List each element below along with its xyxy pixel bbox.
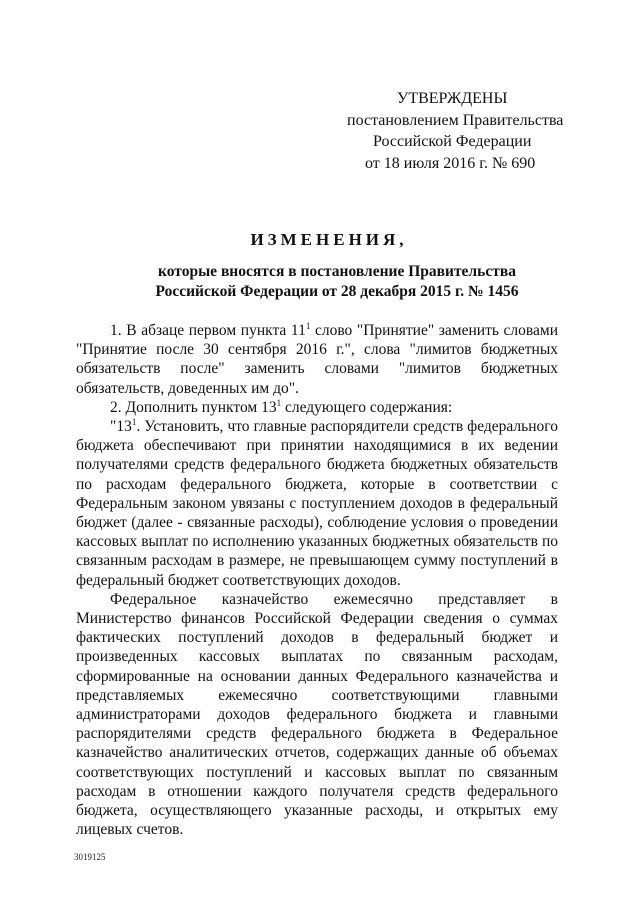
approval-line-1: постановлением Правительства: [347, 111, 564, 129]
document-subtitle: [0, 262, 640, 302]
paragraph-1: [76, 321, 558, 398]
paragraph-2: [76, 398, 558, 417]
paragraph-2-text-b: следующего содержания:: [281, 398, 453, 416]
document-code: 3019125: [74, 852, 106, 862]
approval-line-2: Российской Федерации: [373, 133, 532, 150]
document-body: [76, 321, 558, 839]
paragraph-2-superscript: 1: [276, 397, 282, 408]
subtitle-line-1: которые вносятся в постановление Правительства: [158, 263, 516, 280]
paragraph-3-text-a: "13: [110, 418, 132, 436]
document-title: ИЗМЕНЕНИЯ,: [250, 230, 408, 249]
approval-heading: УТВЕРЖДЕНЫ: [397, 90, 508, 107]
paragraph-1-text-a: 1. В абзаце первом пункта 11: [110, 322, 306, 339]
paragraph-4: Федеральное казначейство ежемесячно представляет в Министерство финансов Российской Федерации сведения о суммах фактических поступлений доходов в федеральный бюджет и произведенных кассовых выплатах по связанным расходам, сформированные на основании данных Федерального казначейства и представляемых ежемесячно соответствующими главными администраторами доходов федерального бюджета и главными распорядителями средств федерального бюджета в Федеральное казначейство аналитических отчетов, содержащих данные об объемах соответствующих поступлений и кассовых выплат по связанным расходам в отношении каждого получателя средств федерального бюджета, осуществляющего указанные расходы, и открытых ему лицевых счетов.: [76, 590, 558, 839]
paragraph-1-text-b: слово "Принятие" заменить словами "Принятие после 30 сентября 2016 г.", слова "лимитов бюджетных обязательств после" заменить словами "лимитов бюджетных обязательств, доведенных им до".: [76, 322, 558, 397]
approval-block: [346, 88, 576, 174]
paragraph-2-text-a: 2. Дополнить пунктом 13: [110, 398, 277, 416]
paragraph-3: [76, 417, 558, 590]
paragraph-3-text-b: . Установить, что главные распорядители средств федерального бюджета обеспечивают при принятии находящимися в их ведении получателями средств федерального бюджета бюджетных обязательств по расходам федерального бюджета, которые в соответствии с Федеральным законом увязаны с поступлением доходов в федеральный бюджет (далее - связанные расходы), соблюдение условия о проведении кассовых выплат по исполнению указанных бюджетных обязательств по связанным расходам в размере, не превышающем сумму поступлений в федеральный бюджет соответствующих доходов.: [76, 418, 558, 589]
approval-line-3: от 18 июля 2016 г. № 690: [365, 154, 536, 172]
paragraph-3-superscript: 1: [131, 417, 137, 428]
subtitle-line-2: Российской Федерации от 28 декабря 2015 г. № 1456: [155, 283, 519, 300]
paragraph-1-superscript: 1: [305, 321, 311, 331]
